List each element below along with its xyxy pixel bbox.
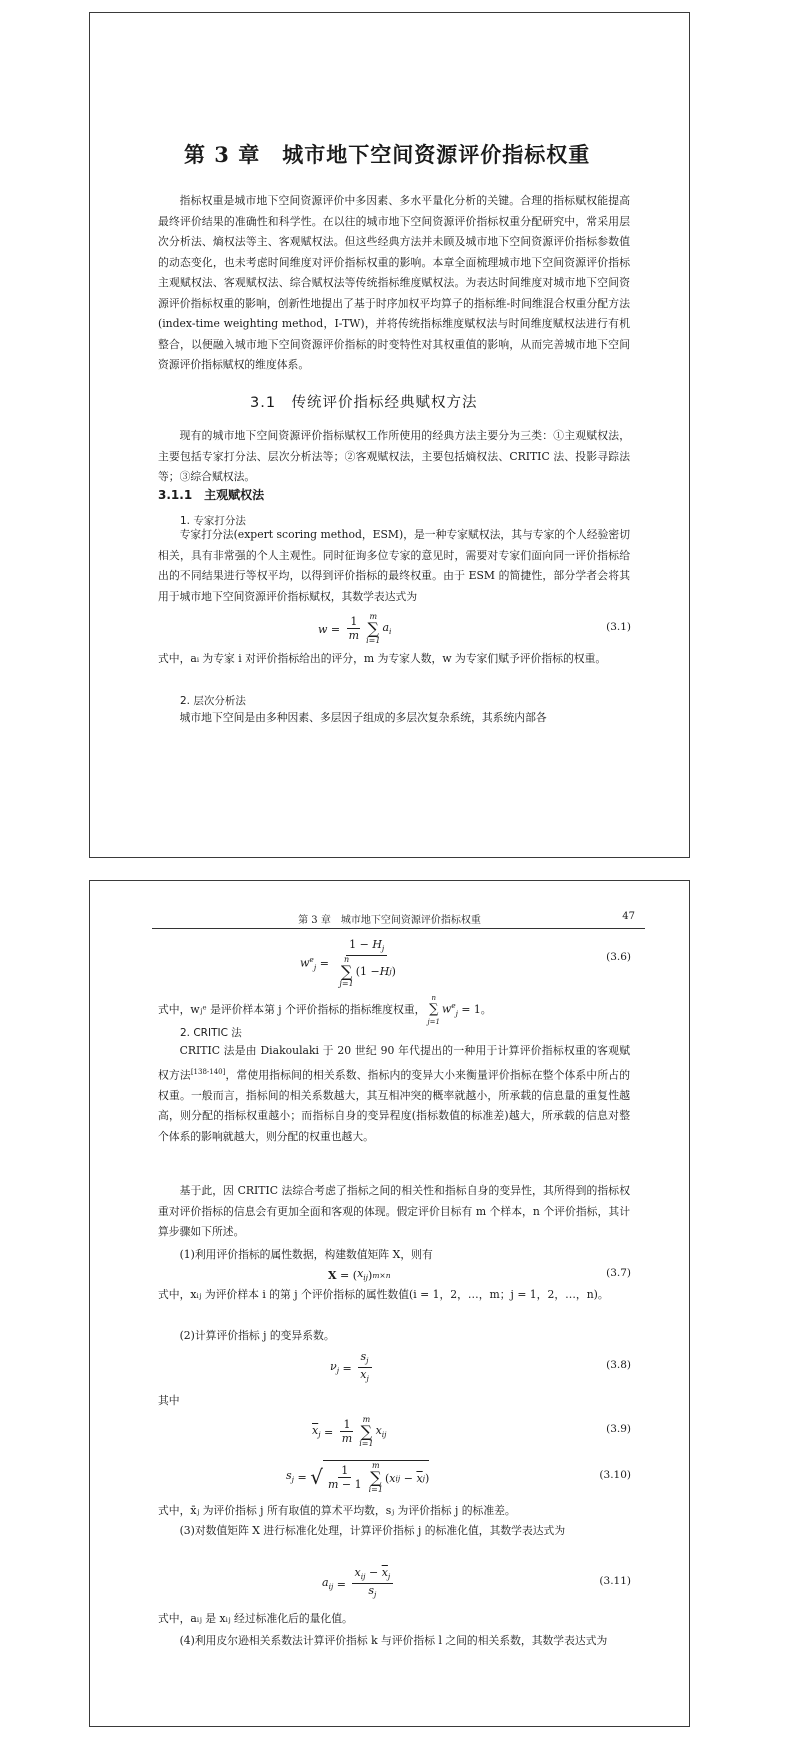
step-3: (3)对数值矩阵 X 进行标准化处理，计算评价指标 j 的标准化值，其数学表达式为 [179,1524,566,1537]
step-4: (4)利用皮尔逊相关系数法计算评价指标 k 与评价指标 l 之间的相关系数，其数学表达式为 [179,1634,608,1647]
equation-3-7-explanation: 式中，xᵢⱼ 为评价样本 i 的第 j 个评价指标的属性数值(i = 1，2，…，m；j = 1，2，…，n)。 [158,1288,609,1301]
step-2: (2)计算评价指标 j 的变异系数。 [179,1329,335,1342]
equation-3-8-number: (3.8) [606,1359,631,1371]
running-header: 第 3 章 城市地下空间资源评价指标权重 [298,915,481,926]
page-number: 47 [622,911,635,922]
equation-3-10-number: (3.10) [599,1469,631,1481]
item-title-expert-scoring: 1. 专家打分法 [180,515,246,527]
equation-3-6: $w^e_j$ = $1 - H_j$ n ∑ j=1 (1 − H j ) [300,937,396,989]
equation-3-6-number: (3.6) [606,951,631,963]
equation-3-1-explanation: 式中，aᵢ 为专家 i 对评价指标给出的评分，m 为专家人数，w 为专家们赋予评价指标的权重。 [158,652,607,665]
equation-3-6-explanation-row: 式中，wⱼᵉ 是评价样本第 j 个评价指标的指标维度权重， n ∑ j=1 $w^e_j$ = 1。 [158,994,492,1026]
equation-3-1-number: (3.1) [606,621,631,633]
item-title-ahp: 2. 层次分析法 [180,695,246,707]
citation: [138-140] [190,1067,226,1076]
equation-3-11-number: (3.11) [599,1575,631,1587]
qizhong-label: 其中 [158,1394,180,1407]
equation-3-11-explanation: 式中，aᵢⱼ 是 xᵢⱼ 经过标准化后的量化值。 [158,1612,353,1625]
equation-3-10-explanation: 式中，x̄ⱼ 为评价指标 j 所有取值的算术平均数，sⱼ 为评价指标 j 的标准差。 [158,1504,516,1517]
document-page-1 [89,12,690,858]
equation-3-11: $a_{ij}$ = $\frac{x_{ij} - \overline{x}_j}{s_j}$ [322,1563,395,1605]
equation-3-9-number: (3.9) [606,1423,631,1435]
critic-paragraph-1: CRITIC 法是由 Diakoulaki 于 20 世纪 90 年代提出的一种用于计算评价指标权重的客观赋权方法[138-140]，常使用指标间的相关系数、指标内的变异大小来衡量评价指标在整个体系中所占的权重。一般而言，指标间的相关系数越大，其互相冲突的概率就越小，所承载的信息量的重复性越高，则分配的指标权重越小；而指标自身的变异程度(指标数值的标准差)越大，所承载的信息对整个体系的影响就越大，则分配的权重也越大。 [158,1044,631,1143]
item-title-critic: 2. CRITIC 法 [180,1027,242,1039]
equation-3-10: $s_j$ = √ $\frac{1}{m - 1}$ m ∑ i=1 ( x ij − $\overline{x}$ j ) [286,1461,430,1494]
equation-3-7: X = ( $x_{ij}$ ) m×n [328,1267,391,1283]
section-paragraph: 现有的城市地下空间资源评价指标赋权工作所使用的经典方法主要分为三类：①主观赋权法，主要包括专家打分法、层次分析法等；②客观赋权法，主要包括熵权法、CRITIC 法、投影寻踪法等；③综合赋权法。 [158,429,630,483]
subsection-title: 3.1.1 主观赋权法 [158,488,265,502]
equation-3-7-number: (3.7) [606,1267,631,1279]
section-title: 3.1 传统评价指标经典赋权方法 [250,395,478,411]
equation-3-1: w = $\frac{1}{m}$ m ∑ i=1 $a_i$ [318,612,392,645]
intro-paragraph: 指标权重是城市地下空间资源评价中多因素、多水平量化分析的关键。合理的指标赋权能提高最终评价结果的准确性和科学性。在以往的城市地下空间资源评价指标权重分配研究中，常采用层次分析法、熵权法等主、客观赋权法。但这些经典方法并未顾及城市地下空间资源评价指标参数值的动态变化，也未考虑时间维度对评价指标权重的影响。本章全面梳理城市地下空间资源评价指标主观赋权法、客观赋权法、综合赋权法等传统指标维度赋权法。为表达时间维度对城市地下空间资源评价指标权重的影响，创新性地提出了基于时序加权平均算子的指标维-时间维混合权重分配方法(index-time weighting method，I-TW)，并将传统指标维度赋权法与时间维度赋权法进行有机整合，以便融入城市地下空间资源评价指标的时变特性对其权重值的影响，从而完善城市地下空间资源评价指标赋权的维度体系。 [158,194,630,371]
expert-scoring-paragraph: 专家打分法(expert scoring method，ESM)，是一种专家赋权法，其与专家的个人经验密切相关，具有非常强的个人主观性。同时征询多位专家的意见时，需要对专家们面向同一评价指标给出的不同结果进行等权平均，以得到评价指标的最终权重。由于 ESM 的简捷性，部分学者会将其用于城市地下空间资源评价指标赋权，其数学表达式为 [158,528,630,603]
ahp-paragraph: 城市地下空间是由多种因素、多层因子组成的多层次复杂系统，其系统内部各 [179,711,547,724]
equation-3-8: $\nu_j$ = $\frac{s_j}{\overline{x}_j}$ [330,1347,374,1389]
critic-paragraph-2: 基于此，因 CRITIC 法综合考虑了指标之间的相关性和指标自身的变异性，其所得到的指标权重对评价指标的信息会有更加全面和客观的体现。假定评价目标有 m 个样本，n 个评价指标，其计算步骤如下所述。 [158,1184,630,1238]
header-rule [152,928,645,929]
step-1: (1)利用评价指标的属性数据，构建数值矩阵 X，则有 [179,1248,433,1261]
equation-3-6-explanation: 式中，wⱼᵉ 是评价样本第 j 个评价指标的指标维度权重， [158,1002,426,1016]
equation-3-6-explanation-end: = 1。 [461,1002,492,1016]
equation-3-9: $\overline{x}_j$ = $\frac{1}{m}$ m ∑ i=1 $x_{ij}$ [312,1415,387,1448]
chapter-title: 第 3 章 城市地下空间资源评价指标权重 [184,142,591,167]
document-page-2 [89,880,690,1727]
